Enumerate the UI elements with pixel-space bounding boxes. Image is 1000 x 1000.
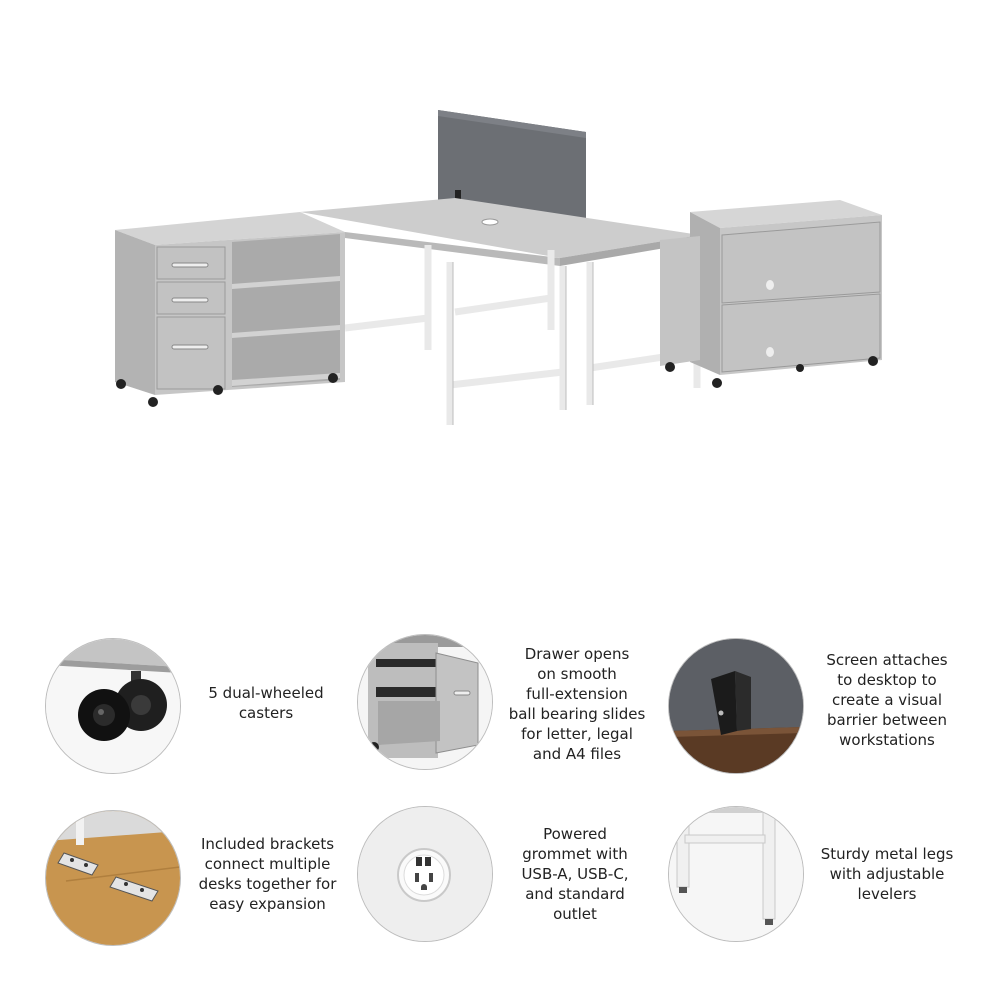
caster-feature-image [45,638,181,774]
caster-wheel-icon [46,639,180,773]
right-lateral-file [660,200,882,375]
caster-feature-text: 5 dual-wheeled casters [208,684,324,722]
leg-feature-text: Sturdy metal legs with adjustable levelers [820,845,954,903]
metal-leg-icon [669,807,803,941]
screen-feature-image [668,638,804,774]
left-storage-cabinet [115,212,345,395]
power-grommet-icon [358,807,492,941]
leg-feature-image [668,806,804,942]
screen-feature-text: Screen attaches to desktop to create a visual barrier between workstations [826,651,948,749]
bracket-feature-text: Included brackets connect multiple desks together for easy expansion [198,835,337,913]
drawer-feature-image [357,634,493,770]
connector-bracket-icon [46,811,180,945]
drawer-slide-icon [358,635,492,769]
grommet-feature-text: Powered grommet with USB-A, USB-C, and standard outlet [521,825,629,923]
drawer-feature-text: Drawer opens on smooth full-extension ball bearing slides for letter, legal and A4 files [508,645,646,763]
bracket-feature-image [45,810,181,946]
desk-tops [300,198,700,266]
metal-legs [345,240,697,425]
grommet-feature-image [357,806,493,942]
privacy-screen-icon [669,639,803,773]
